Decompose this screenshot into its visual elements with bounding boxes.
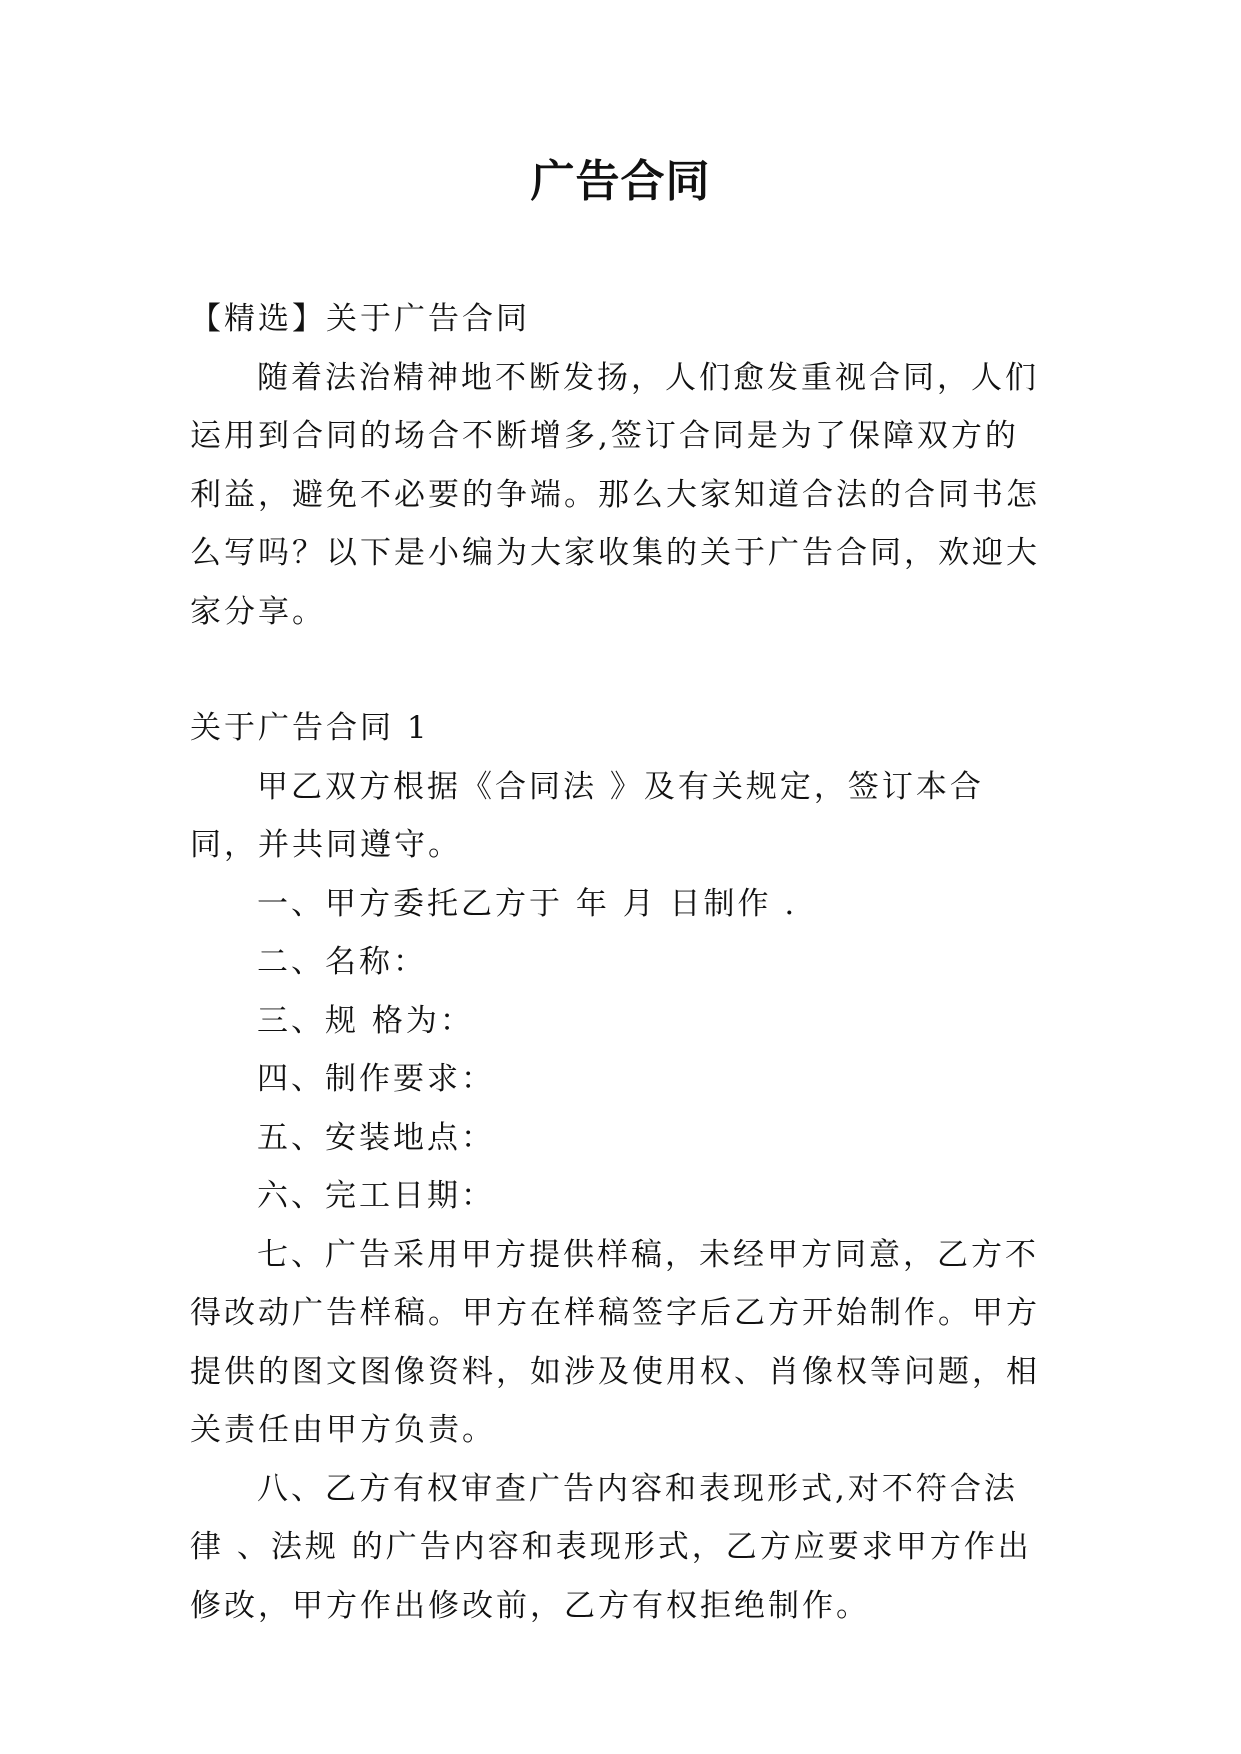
clause-1: 一、甲方委托乙方于 年 月 日制作 . [257,885,798,922]
clause-8: 八、乙方有权审查广告内容和表现形式,对不符合法律 、法规 的广告内容和表现形式，乙方应要求甲方作出修改，甲方作出修改前，乙方有权拒绝制作。 [190,1470,1032,1624]
clause-6: 六、完工日期： [257,1178,495,1214]
clause-7: 七、广告采用甲方提供样稿，未经甲方同意，乙方不得改动广告样稿。甲方在样稿签字后乙方开始制作。甲方提供的图文图像资料，如涉及使用权、肖像权等问题，相关责任由甲方负责。 [190,1236,1040,1448]
clause-2: 二、名称： [257,944,427,980]
document-body [190,290,1050,1635]
document-subtitle: 【精选】关于广告合同 [190,301,530,337]
document-title: 广告合同 [530,156,711,207]
clause-preamble: 甲乙双方根据《合同法 》及有关规定，签订本合同，并共同遵守。 [190,768,984,863]
clause-4: 四、制作要求： [257,1061,495,1097]
clause-5: 五、安装地点： [257,1119,495,1156]
clause-3: 三、规 格为： [257,1002,474,1039]
intro-paragraph: 随着法治精神地不断发扬，人们愈发重视合同，人们运用到合同的场合不断增多,签订合同是为了保障双方的利益，避免不必要的争端。那么大家知道合法的合同书怎么写吗？以下是小编为大家收集的关于广告合同，欢迎大家分享。 [190,359,1040,630]
section-heading: 关于广告合同 1 [190,710,430,746]
